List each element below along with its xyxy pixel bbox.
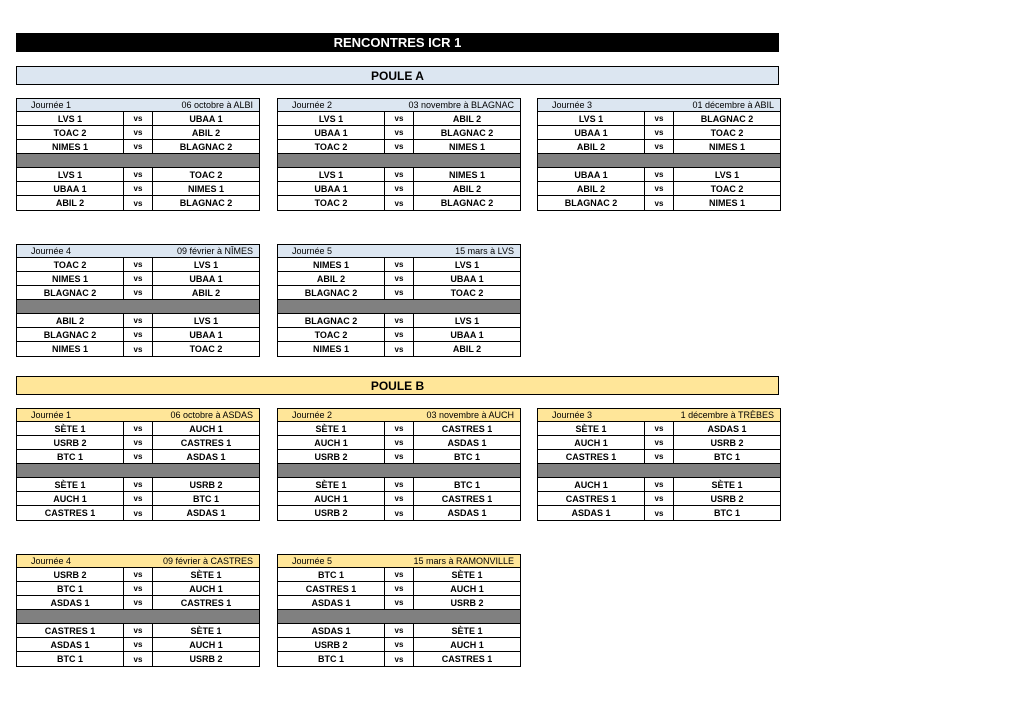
away-team: NIMES 1 — [448, 169, 485, 180]
home-team: ABIL 2 — [278, 272, 385, 285]
journee-block — [277, 408, 521, 521]
match-row — [538, 450, 780, 464]
round-separator — [538, 464, 780, 478]
home-team: CASTRES 1 — [17, 506, 124, 520]
home-team: BLAGNAC 2 — [278, 286, 385, 299]
vs-label: vs — [385, 286, 414, 299]
vs-label: vs — [385, 196, 414, 210]
journee-block — [16, 98, 260, 211]
match-row — [17, 182, 259, 196]
match-row — [17, 596, 259, 610]
match-row — [278, 492, 520, 506]
match-row — [538, 436, 780, 450]
vs-label: vs — [645, 182, 674, 195]
away-team: BTC 1 — [713, 508, 740, 518]
home-team: ASDAS 1 — [278, 624, 385, 637]
vs-label: vs — [124, 286, 153, 299]
home-team: BTC 1 — [278, 568, 385, 581]
match-row — [17, 112, 259, 126]
match-row — [278, 422, 520, 436]
match-row — [278, 478, 520, 492]
match-row — [17, 506, 259, 520]
match-row — [278, 140, 520, 154]
match-row — [278, 258, 520, 272]
away-team: NIMES 1 — [448, 141, 485, 152]
match-row — [17, 272, 259, 286]
home-team: UBAA 1 — [538, 168, 645, 181]
home-team: ABIL 2 — [17, 196, 124, 210]
vs-label: vs — [385, 478, 414, 491]
journee-label: Journée 2 — [292, 410, 333, 420]
away-team: TOAC 2 — [710, 127, 744, 138]
vs-label: vs — [645, 168, 674, 181]
vs-label: vs — [124, 492, 153, 505]
vs-label: vs — [645, 140, 674, 153]
journee-header — [538, 99, 780, 112]
journee-header — [538, 409, 780, 422]
away-team: TOAC 2 — [189, 169, 223, 180]
away-team: ASDAS 1 — [447, 437, 487, 448]
away-team: SÈTE 1 — [451, 569, 483, 580]
home-team: AUCH 1 — [17, 492, 124, 505]
home-team: CASTRES 1 — [538, 450, 645, 463]
away-team: SÈTE 1 — [711, 479, 743, 490]
home-team: BTC 1 — [17, 652, 124, 666]
away-team: CASTRES 1 — [180, 437, 232, 448]
away-team: BLAGNAC 2 — [440, 127, 494, 138]
match-row — [278, 112, 520, 126]
match-row — [538, 168, 780, 182]
match-row — [278, 286, 520, 300]
home-team: USRB 2 — [17, 436, 124, 449]
round-separator — [17, 300, 259, 314]
away-team: SÈTE 1 — [451, 625, 483, 636]
home-team: NIMES 1 — [17, 272, 124, 285]
vs-label: vs — [385, 638, 414, 651]
vs-label: vs — [385, 450, 414, 463]
away-team: AUCH 1 — [450, 583, 484, 594]
home-team: AUCH 1 — [538, 478, 645, 491]
match-row — [278, 624, 520, 638]
vs-label: vs — [385, 168, 414, 181]
away-team: USRB 2 — [710, 437, 744, 448]
vs-label: vs — [385, 436, 414, 449]
away-team: UBAA 1 — [189, 113, 223, 124]
away-team: TOAC 2 — [450, 287, 484, 298]
away-team: AUCH 1 — [450, 639, 484, 650]
match-row — [17, 652, 259, 666]
match-row — [538, 492, 780, 506]
match-row — [538, 506, 780, 520]
vs-label: vs — [645, 196, 674, 210]
away-team: SÈTE 1 — [190, 569, 222, 580]
match-row — [538, 126, 780, 140]
vs-label: vs — [385, 328, 414, 341]
away-team: ASDAS 1 — [186, 508, 226, 518]
vs-label: vs — [645, 112, 674, 125]
vs-label: vs — [124, 342, 153, 356]
away-team: AUCH 1 — [189, 639, 223, 650]
journee-date-location: 06 octobre à ASDAS — [170, 410, 253, 420]
journee-block — [16, 244, 260, 357]
home-team: CASTRES 1 — [278, 582, 385, 595]
match-row — [278, 168, 520, 182]
away-team: LVS 1 — [193, 315, 219, 326]
round-separator — [17, 464, 259, 478]
match-row — [278, 506, 520, 520]
home-team: TOAC 2 — [278, 140, 385, 153]
match-row — [278, 182, 520, 196]
round-separator — [278, 300, 520, 314]
home-team: TOAC 2 — [17, 258, 124, 271]
away-team: TOAC 2 — [189, 344, 223, 354]
away-team: LVS 1 — [454, 259, 480, 270]
vs-label: vs — [645, 506, 674, 520]
home-team: USRB 2 — [278, 450, 385, 463]
home-team: USRB 2 — [17, 568, 124, 581]
match-row — [278, 342, 520, 356]
match-row — [278, 126, 520, 140]
vs-label: vs — [385, 422, 414, 435]
journee-block — [16, 554, 260, 667]
home-team: TOAC 2 — [278, 328, 385, 341]
journee-date-location: 09 février à CASTRES — [162, 556, 253, 566]
vs-label: vs — [124, 314, 153, 327]
match-row — [278, 596, 520, 610]
home-team: USRB 2 — [278, 506, 385, 520]
journee-block — [16, 408, 260, 521]
vs-label: vs — [645, 126, 674, 139]
vs-label: vs — [124, 624, 153, 637]
match-row — [17, 286, 259, 300]
journee-date-location: 03 novembre à BLAGNAC — [408, 100, 514, 110]
journee-block — [537, 408, 781, 521]
away-team: BLAGNAC 2 — [700, 113, 754, 124]
round-separator — [278, 464, 520, 478]
away-team: UBAA 1 — [189, 273, 223, 284]
match-row — [17, 328, 259, 342]
away-team: CASTRES 1 — [441, 654, 493, 664]
match-row — [17, 422, 259, 436]
home-team: BLAGNAC 2 — [538, 196, 645, 210]
journee-header — [17, 99, 259, 112]
journee-date-location: 15 mars à RAMONVILLE — [413, 556, 514, 566]
journee-date-location: 15 mars à LVS — [455, 246, 514, 256]
vs-label: vs — [124, 182, 153, 195]
round-separator — [278, 610, 520, 624]
match-row — [17, 342, 259, 356]
away-team: LVS 1 — [454, 315, 480, 326]
match-row — [17, 196, 259, 210]
away-team: LVS 1 — [714, 169, 740, 180]
home-team: UBAA 1 — [278, 182, 385, 195]
away-team: BTC 1 — [713, 451, 740, 462]
away-team: UBAA 1 — [450, 329, 484, 340]
away-team: ASDAS 1 — [707, 423, 747, 434]
away-team: ABIL 2 — [452, 183, 482, 194]
match-row — [278, 436, 520, 450]
journee-header — [17, 409, 259, 422]
match-row — [17, 258, 259, 272]
away-team: CASTRES 1 — [180, 597, 232, 608]
vs-label: vs — [645, 450, 674, 463]
home-team: ASDAS 1 — [278, 596, 385, 609]
round-separator — [538, 154, 780, 168]
vs-label: vs — [124, 328, 153, 341]
vs-label: vs — [124, 596, 153, 609]
away-team: BLAGNAC 2 — [179, 141, 233, 152]
home-team: NIMES 1 — [278, 258, 385, 271]
vs-label: vs — [124, 168, 153, 181]
journee-header — [17, 555, 259, 568]
away-team: BTC 1 — [192, 493, 219, 504]
home-team: USRB 2 — [278, 638, 385, 651]
journee-block — [537, 98, 781, 211]
home-team: ABIL 2 — [538, 182, 645, 195]
match-row — [17, 168, 259, 182]
home-team: BLAGNAC 2 — [17, 286, 124, 299]
match-row — [278, 450, 520, 464]
away-team: SÈTE 1 — [190, 625, 222, 636]
journee-header — [17, 245, 259, 258]
journee-label: Journée 3 — [552, 410, 593, 420]
away-team: BTC 1 — [453, 451, 480, 462]
journee-label: Journée 2 — [292, 100, 333, 110]
vs-label: vs — [124, 436, 153, 449]
match-row — [17, 450, 259, 464]
match-row — [278, 652, 520, 666]
journee-date-location: 09 février à NÎMES — [176, 246, 253, 256]
journee-label: Journée 1 — [31, 410, 72, 420]
vs-label: vs — [124, 112, 153, 125]
match-row — [17, 436, 259, 450]
vs-label: vs — [385, 624, 414, 637]
match-row — [278, 328, 520, 342]
journee-label: Journée 3 — [552, 100, 593, 110]
home-team: BLAGNAC 2 — [278, 314, 385, 327]
poule-a-header: POULE A — [16, 66, 779, 85]
home-team: CASTRES 1 — [538, 492, 645, 505]
home-team: UBAA 1 — [278, 126, 385, 139]
home-team: SÈTE 1 — [278, 422, 385, 435]
home-team: NIMES 1 — [17, 342, 124, 356]
journee-block — [277, 554, 521, 667]
journee-label: Journée 5 — [292, 556, 333, 566]
home-team: SÈTE 1 — [17, 422, 124, 435]
vs-label: vs — [645, 492, 674, 505]
journee-block — [277, 244, 521, 357]
round-separator — [17, 154, 259, 168]
away-team: NIMES 1 — [708, 198, 745, 208]
home-team: TOAC 2 — [17, 126, 124, 139]
page-title: RENCONTRES ICR 1 — [16, 33, 779, 52]
vs-label: vs — [645, 478, 674, 491]
vs-label: vs — [645, 422, 674, 435]
match-row — [17, 568, 259, 582]
vs-label: vs — [385, 272, 414, 285]
home-team: LVS 1 — [17, 168, 124, 181]
journee-date-location: 03 novembre à AUCH — [426, 410, 514, 420]
home-team: CASTRES 1 — [17, 624, 124, 637]
home-team: ASDAS 1 — [17, 638, 124, 651]
home-team: AUCH 1 — [278, 436, 385, 449]
match-row — [278, 196, 520, 210]
away-team: NIMES 1 — [187, 183, 224, 194]
home-team: NIMES 1 — [278, 342, 385, 356]
match-row — [538, 182, 780, 196]
home-team: BTC 1 — [278, 652, 385, 666]
journee-date-location: 1 décembre à TRÈBES — [680, 410, 774, 420]
vs-label: vs — [645, 436, 674, 449]
home-team: SÈTE 1 — [17, 478, 124, 491]
home-team: ABIL 2 — [17, 314, 124, 327]
journee-header — [278, 245, 520, 258]
vs-label: vs — [385, 314, 414, 327]
match-row — [538, 422, 780, 436]
home-team: SÈTE 1 — [538, 422, 645, 435]
home-team: BLAGNAC 2 — [17, 328, 124, 341]
vs-label: vs — [124, 568, 153, 581]
away-team: ASDAS 1 — [186, 451, 226, 462]
match-row — [278, 568, 520, 582]
away-team: USRB 2 — [189, 479, 223, 490]
journee-header — [278, 99, 520, 112]
match-row — [538, 140, 780, 154]
poule-b-header: POULE B — [16, 376, 779, 395]
home-team: NIMES 1 — [17, 140, 124, 153]
away-team: AUCH 1 — [189, 583, 223, 594]
match-row — [538, 196, 780, 210]
round-separator — [17, 610, 259, 624]
vs-label: vs — [124, 638, 153, 651]
home-team: ASDAS 1 — [17, 596, 124, 609]
away-team: BLAGNAC 2 — [179, 198, 233, 208]
away-team: CASTRES 1 — [441, 423, 493, 434]
match-row — [17, 492, 259, 506]
match-row — [17, 126, 259, 140]
away-team: UBAA 1 — [450, 273, 484, 284]
journee-label: Journée 1 — [31, 100, 72, 110]
journee-label: Journée 4 — [31, 246, 72, 256]
away-team: NIMES 1 — [708, 141, 745, 152]
vs-label: vs — [385, 506, 414, 520]
vs-label: vs — [385, 652, 414, 666]
vs-label: vs — [385, 596, 414, 609]
away-team: LVS 1 — [193, 259, 219, 270]
away-team: BLAGNAC 2 — [440, 198, 494, 208]
vs-label: vs — [124, 450, 153, 463]
vs-label: vs — [124, 478, 153, 491]
home-team: UBAA 1 — [17, 182, 124, 195]
journee-date-location: 06 octobre à ALBI — [181, 100, 253, 110]
home-team: LVS 1 — [538, 112, 645, 125]
vs-label: vs — [385, 258, 414, 271]
journee-label: Journée 4 — [31, 556, 72, 566]
vs-label: vs — [124, 422, 153, 435]
home-team: LVS 1 — [278, 112, 385, 125]
away-team: ABIL 2 — [191, 287, 221, 298]
vs-label: vs — [124, 126, 153, 139]
away-team: USRB 2 — [710, 493, 744, 504]
vs-label: vs — [124, 582, 153, 595]
match-row — [538, 478, 780, 492]
match-row — [278, 314, 520, 328]
away-team: BTC 1 — [453, 479, 480, 490]
match-row — [17, 314, 259, 328]
home-team: BTC 1 — [17, 582, 124, 595]
home-team: BTC 1 — [17, 450, 124, 463]
match-row — [278, 638, 520, 652]
vs-label: vs — [385, 140, 414, 153]
home-team: AUCH 1 — [278, 492, 385, 505]
away-team: ASDAS 1 — [447, 508, 487, 518]
vs-label: vs — [385, 112, 414, 125]
home-team: SÈTE 1 — [278, 478, 385, 491]
match-row — [17, 638, 259, 652]
journee-label: Journée 5 — [292, 246, 333, 256]
vs-label: vs — [124, 196, 153, 210]
home-team: AUCH 1 — [538, 436, 645, 449]
away-team: USRB 2 — [189, 654, 223, 664]
vs-label: vs — [385, 568, 414, 581]
vs-label: vs — [124, 506, 153, 520]
vs-label: vs — [124, 652, 153, 666]
away-team: ABIL 2 — [191, 127, 221, 138]
match-row — [278, 582, 520, 596]
round-separator — [278, 154, 520, 168]
match-row — [17, 582, 259, 596]
away-team: AUCH 1 — [189, 423, 223, 434]
match-row — [17, 624, 259, 638]
home-team: LVS 1 — [17, 112, 124, 125]
home-team: ABIL 2 — [538, 140, 645, 153]
match-row — [17, 478, 259, 492]
vs-label: vs — [124, 140, 153, 153]
home-team: ASDAS 1 — [538, 506, 645, 520]
journee-header — [278, 555, 520, 568]
vs-label: vs — [385, 582, 414, 595]
away-team: TOAC 2 — [710, 183, 744, 194]
home-team: LVS 1 — [278, 168, 385, 181]
match-row — [278, 272, 520, 286]
journee-block — [277, 98, 521, 211]
away-team: ABIL 2 — [452, 344, 482, 354]
vs-label: vs — [385, 492, 414, 505]
match-row — [538, 112, 780, 126]
vs-label: vs — [385, 126, 414, 139]
match-row — [17, 140, 259, 154]
away-team: ABIL 2 — [452, 113, 482, 124]
away-team: CASTRES 1 — [441, 493, 493, 504]
vs-label: vs — [124, 272, 153, 285]
journee-header — [278, 409, 520, 422]
vs-label: vs — [124, 258, 153, 271]
home-team: TOAC 2 — [278, 196, 385, 210]
vs-label: vs — [385, 342, 414, 356]
home-team: UBAA 1 — [538, 126, 645, 139]
away-team: USRB 2 — [450, 597, 484, 608]
vs-label: vs — [385, 182, 414, 195]
away-team: UBAA 1 — [189, 329, 223, 340]
journee-date-location: 01 décembre à ABIL — [692, 100, 774, 110]
